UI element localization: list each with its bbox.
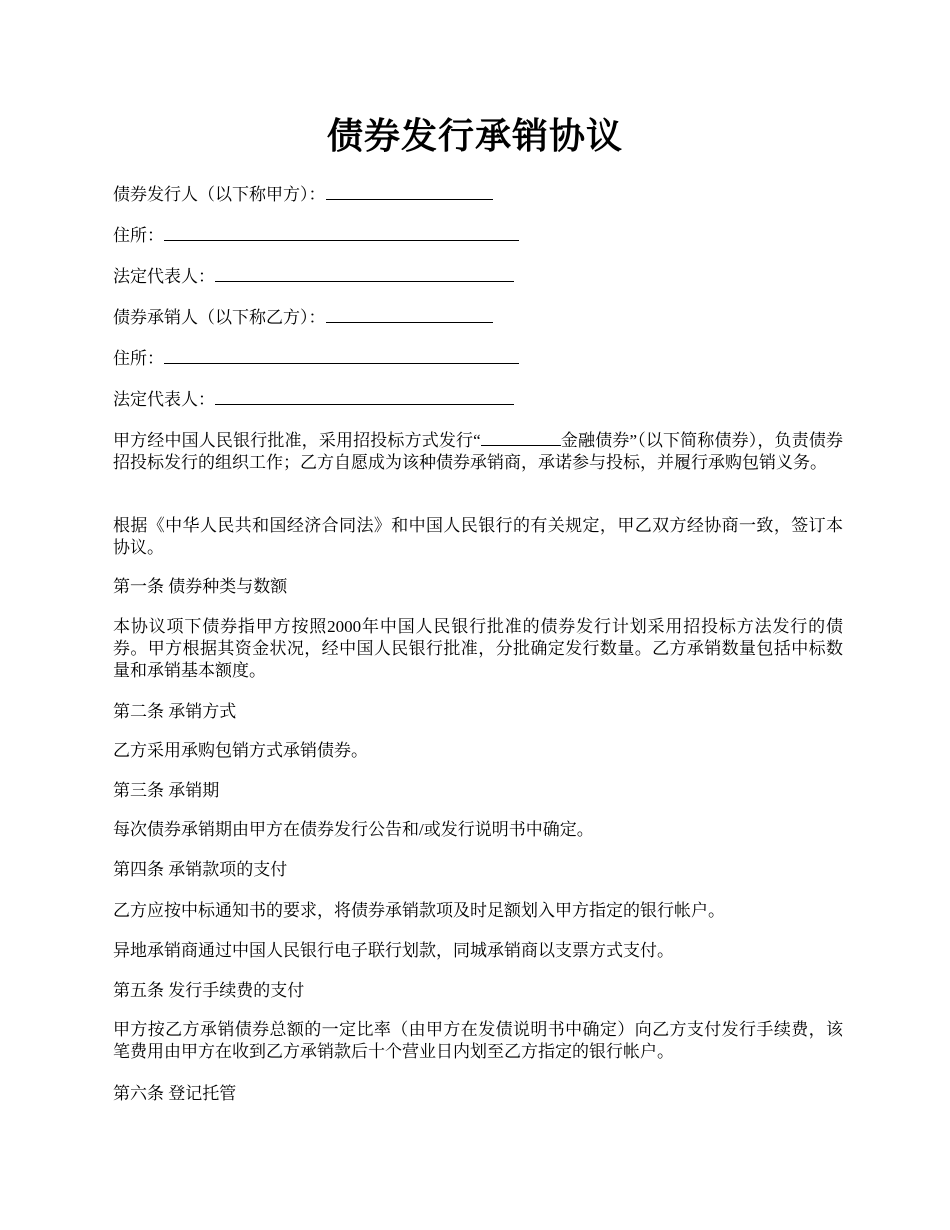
article-4-title: 第四条 承销款项的支付	[113, 860, 288, 879]
intro-paragraph-2: 根据《中华人民共和国经济合同法》和中国人民银行的有关规定，甲乙双方经协商一致，签订本协议。	[113, 516, 843, 557]
underwriter-rep-label: 法定代表人：	[113, 390, 215, 409]
article-4-text-2: 异地承销商通过中国人民银行电子联行划款，同城承销商以支票方式支付。	[113, 941, 674, 960]
issuer-rep-blank	[215, 264, 514, 282]
underwriter-label: 债券承销人（以下称乙方）：	[113, 308, 326, 327]
article-5-text: 甲方按乙方承销债券总额的一定比率（由甲方在发债说明书中确定）向乙方支付发行手续费，该笔费用由甲方在收到乙方承销款后十个营业日内划至乙方指定的银行帐户。	[113, 1020, 843, 1061]
article-3-title: 第三条 承销期	[113, 781, 220, 800]
article-4-text-1: 乙方应按中标通知书的要求，将债券承销款项及时足额划入甲方指定的银行帐户。	[113, 901, 725, 920]
underwriter-blank	[326, 305, 493, 323]
issuer-address-field	[113, 223, 519, 247]
intro-1-before: 甲方经中国人民银行批准，采用招投标方式发行“	[113, 431, 481, 450]
issuer-field	[113, 182, 493, 206]
article-5-title: 第五条 发行手续费的支付	[113, 981, 305, 1000]
issuer-rep-field	[113, 264, 514, 288]
underwriter-rep-blank	[215, 387, 514, 405]
issuer-address-label: 住所：	[113, 226, 164, 245]
article-1-text: 本协议项下债券指甲方按照2000年中国人民银行批准的债券发行计划采用招投标方法发行的债券。甲方根据其资金状况，经中国人民银行批准，分批确定发行数量。乙方承销数量包括中标数量和承销基本额度。	[113, 617, 843, 680]
intro-1-after: 金融债券”（以下简称债券），负责债券招投标发行的组织工作；乙方自愿成为该种债券承销商，承诺参与投标，并履行承购包销义务。	[113, 431, 844, 472]
intro-paragraph-1	[113, 429, 843, 474]
underwriter-address-field	[113, 346, 519, 370]
underwriter-field	[113, 305, 493, 329]
issuer-label: 债券发行人（以下称甲方）：	[113, 185, 326, 204]
article-6-title: 第六条 登记托管	[113, 1084, 237, 1103]
underwriter-rep-field	[113, 387, 514, 411]
article-2-text: 乙方采用承购包销方式承销债券。	[113, 741, 368, 760]
article-2-title: 第二条 承销方式	[113, 702, 237, 721]
document-title: 债券发行承销协议	[326, 116, 623, 156]
article-3-text: 每次债券承销期由甲方在债券发行公告和/或发行说明书中确定。	[113, 820, 594, 839]
article-1-title: 第一条 债券种类与数额	[113, 577, 288, 596]
issuer-rep-label: 法定代表人：	[113, 267, 215, 286]
issuer-blank	[326, 182, 493, 200]
underwriter-address-label: 住所：	[113, 349, 164, 368]
issuer-address-blank	[164, 223, 519, 241]
underwriter-address-blank	[164, 346, 519, 364]
bond-name-blank	[481, 429, 561, 446]
